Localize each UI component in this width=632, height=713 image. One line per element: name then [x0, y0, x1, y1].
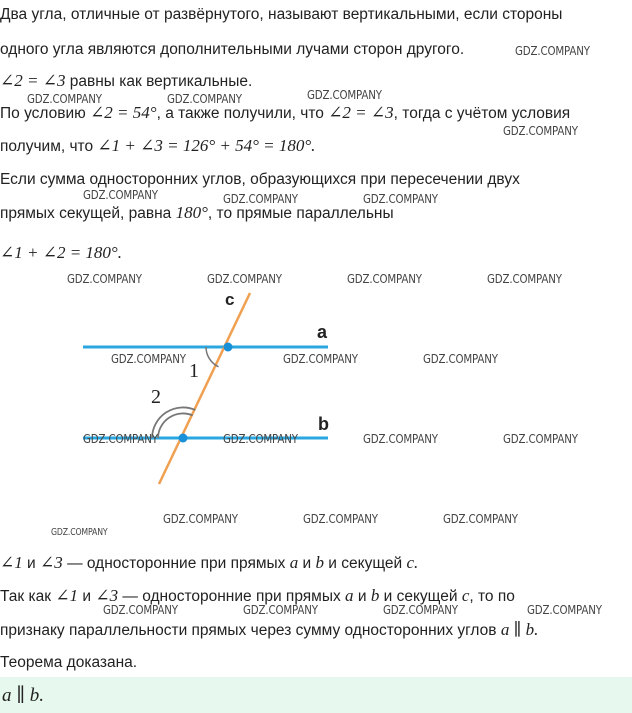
- text-line-definition: Два угла, отличные от развёрнутого, называют вертикальными, если стороны: [0, 6, 563, 23]
- watermark: GDZ.COMPANY: [27, 91, 102, 106]
- label-a: a: [317, 322, 328, 342]
- watermark: GDZ.COMPANY: [83, 187, 158, 202]
- intersection-point-a: [224, 343, 233, 352]
- watermark: GDZ.COMPANY: [167, 91, 242, 106]
- watermark: GDZ.COMPANY: [423, 351, 498, 366]
- watermark: GDZ.COMPANY: [303, 511, 378, 526]
- text-line-rule: Если сумма односторонних углов, образующихся при пересечении двух: [0, 171, 520, 188]
- watermark: GDZ.COMPANY: [163, 511, 238, 526]
- watermark: GDZ.COMPANY: [111, 351, 186, 366]
- text-line-sum: получим, что ∠1 + ∠3 = 126° + 54° = 180°.: [0, 136, 316, 155]
- label-angle-1: 1: [189, 360, 199, 382]
- watermark: GDZ.COMPANY: [207, 271, 282, 286]
- watermark: GDZ.COMPANY: [503, 123, 578, 138]
- label-angle-2: 2: [151, 386, 161, 408]
- text-line-vertical-angles: ∠2 = ∠3 равны как вертикальные.: [0, 71, 253, 90]
- watermark: GDZ.COMPANY: [67, 271, 142, 286]
- text-line-criterion: признаку параллельности прямых через сумму односторонних углов a ∥ b.: [0, 620, 539, 639]
- label-b: b: [318, 414, 329, 434]
- text-line-condition: По условию ∠2 = 54°, а также получили, что ∠2 = ∠3, тогда с учётом условия: [0, 103, 571, 122]
- answer-box: [0, 677, 632, 713]
- text-line-rule-cont: прямых секущей, равна 180°, то прямые параллельны: [0, 203, 394, 222]
- watermark: GDZ.COMPANY: [103, 602, 178, 617]
- text-line-since: Так как ∠1 и ∠3 — односторонние при прямых a и b и секущей c, то по: [0, 586, 515, 605]
- watermark: GDZ.COMPANY: [243, 602, 318, 617]
- intersection-point-b: [179, 434, 188, 443]
- watermark: GDZ.COMPANY: [363, 431, 438, 446]
- watermark: GDZ.COMPANY: [527, 602, 602, 617]
- watermark: GDZ.COMPANY: [503, 431, 578, 446]
- watermark-small: GDZ.COMPANY: [51, 527, 108, 538]
- label-c: c: [225, 290, 235, 309]
- watermark: GDZ.COMPANY: [307, 87, 382, 102]
- answer-text: a ∥ b.: [2, 685, 45, 706]
- watermark: GDZ.COMPANY: [515, 43, 590, 58]
- text-line-proved: Теорема доказана.: [0, 654, 138, 671]
- text-line-angle-sum: ∠1 + ∠2 = 180°.: [0, 243, 122, 262]
- watermark: GDZ.COMPANY: [83, 431, 158, 446]
- watermark: GDZ.COMPANY: [383, 602, 458, 617]
- transversal-c: [159, 293, 250, 484]
- watermark: GDZ.COMPANY: [363, 191, 438, 206]
- text-line-definition-cont: одного угла являются дополнительными лучами сторон другого.: [0, 41, 465, 58]
- watermark: GDZ.COMPANY: [223, 431, 298, 446]
- watermark: GDZ.COMPANY: [347, 271, 422, 286]
- watermark: GDZ.COMPANY: [487, 271, 562, 286]
- watermark: GDZ.COMPANY: [283, 351, 358, 366]
- watermark: GDZ.COMPANY: [443, 511, 518, 526]
- text-line-one-sided: ∠1 и ∠3 — односторонние при прямых a и b и секущей c.: [0, 553, 419, 572]
- watermark: GDZ.COMPANY: [223, 191, 298, 206]
